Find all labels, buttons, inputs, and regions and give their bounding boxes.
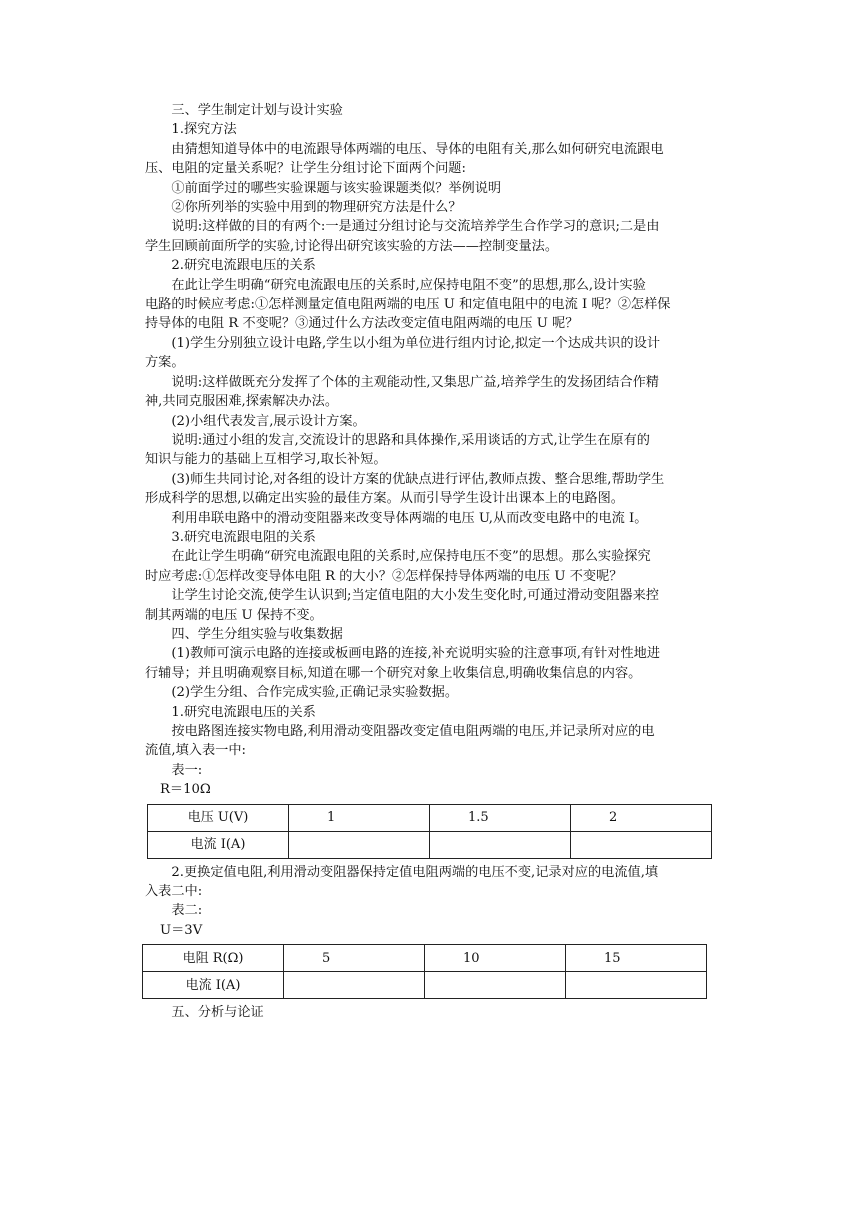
table-cell [289, 831, 430, 858]
table-header-cell: 电流 I(A) [148, 831, 289, 858]
table-cell: 2 [571, 804, 712, 831]
subheading: 1.研究电流跟电压的关系 [171, 704, 316, 720]
paragraph-line: (1)教师可演示电路的连接或板画电路的连接,补充说明实验的注意事项,有针对性地进 [171, 646, 661, 662]
table-cell: 15 [566, 945, 707, 972]
paragraph-line: 制其两端的电压 U 保持不变。 [145, 607, 323, 623]
paragraph-line: 持导体的电阻 R 不变呢？③通过什么方法改变定值电阻两端的电压 U 呢？ [145, 316, 579, 332]
table-cell: 10 [425, 945, 566, 972]
paragraph-line: 在此让学生明确“研究电流跟电阻的关系时,应保持电压不变”的思想。那么实验探究 [171, 549, 651, 565]
table-caption: 表二: [171, 903, 203, 919]
table-condition: U＝3V [160, 922, 203, 938]
table-header-cell: 电阻 R(Ω) [143, 945, 284, 972]
paragraph-line: (1)学生分别独立设计电路,学生以小组为单位进行组内讨论,拟定一个达成共识的设计 [171, 335, 661, 351]
paragraph-line: 流值,填入表一中: [145, 743, 246, 759]
note-line: 神,共同克服困难,探索解决办法。 [145, 394, 339, 410]
note-line: 说明:通过小组的发言,交流设计的思路和具体操作,采用谈话的方式,让学生在原有的 [171, 432, 650, 448]
document-body [145, 101, 715, 1023]
paragraph-line: (3)师生共同讨论,对各组的设计方案的优缺点进行评估,教师点拨、整合思维,帮助学生 [171, 471, 665, 487]
table-condition: R＝10Ω [160, 782, 211, 798]
table-cell [430, 831, 571, 858]
paragraph-line: 时应考虑:①怎样改变导体电阻 R 的大小？②怎样保持导体两端的电压 U 不变呢？ [145, 568, 623, 584]
paragraph-line: 形成科学的思想,以确定出实验的最佳方案。从而引导学生设计出课本上的电路图。 [145, 491, 624, 507]
table-resistance-current [142, 944, 707, 999]
paragraph-line: (2)小组代表发言,展示设计方案。 [171, 413, 366, 429]
table-row [143, 945, 707, 972]
table-cell [566, 972, 707, 999]
table-cell [425, 972, 566, 999]
question-item: ①前面学过的哪些实验课题与该实验课题类似？举例说明 [171, 180, 502, 196]
section-heading: 四、学生分组实验与收集数据 [171, 626, 343, 642]
table-cell [284, 972, 425, 999]
paragraph-line: 电路的时候应考虑:①怎样测量定值电阻两端的电压 U 和定值电阻中的电流 I 呢？②怎样保 [145, 297, 671, 313]
paragraph-line: 压、电阻的定量关系呢？让学生分组讨论下面两个问题: [145, 161, 466, 177]
table-header-cell: 电流 I(A) [143, 972, 284, 999]
paragraph-line: 按电路图连接实物电路,利用滑动变阻器改变定值电阻两端的电压,并记录所对应的电 [171, 724, 655, 739]
table-row [143, 972, 707, 999]
table-cell: 5 [284, 945, 425, 972]
paragraph-line: 方案。 [145, 355, 185, 371]
table-cell [571, 831, 712, 858]
question-item: ②你所列举的实验中用到的物理研究方法是什么？ [171, 200, 462, 216]
table-cell: 1 [289, 804, 430, 831]
table-caption: 表一: [171, 762, 203, 778]
subheading: 3.研究电流跟电阻的关系 [171, 529, 316, 545]
table-cell: 1.5 [430, 804, 571, 831]
note-line: 知识与能力的基础上互相学习,取长补短。 [145, 452, 387, 468]
table-row [148, 804, 712, 831]
note-line: 说明:这样做的目的有两个:一是通过分组讨论与交流培养学生合作学习的意识;二是由 [171, 219, 660, 235]
note-line: 说明:这样做既充分发挥了个体的主观能动性,又集思广益,培养学生的发扬团结合作精 [171, 374, 659, 390]
note-line: 学生回顾前面所学的实验,讨论得出研究该实验的方法——控制变量法。 [145, 238, 559, 254]
paragraph-line: 由猜想知道导体中的电流跟导体两端的电压、导体的电阻有关,那么如何研究电流跟电 [171, 141, 664, 157]
section-heading: 三、学生制定计划与设计实验 [171, 103, 343, 118]
paragraph-line: 在此让学生明确“研究电流跟电压的关系时,应保持电阻不变”的思想,那么,设计实验 [171, 277, 646, 293]
paragraph-line: 行辅导；并且明确观察目标,知道在哪一个研究对象上收集信息,明确收集信息的内容。 [145, 665, 642, 681]
subheading: 2.研究电流跟电压的关系 [171, 258, 316, 274]
section-heading: 五、分析与论证 [171, 1005, 264, 1021]
table-row [148, 831, 712, 858]
table-header-cell: 电压 U(V) [148, 804, 289, 831]
paragraph-line: (2)学生分组、合作完成实验,正确记录实验数据。 [171, 685, 459, 701]
paragraph-line: 让学生讨论交流,使学生认识到;当定值电阻的大小发生变化时,可通过滑动变阻器来控 [171, 588, 659, 604]
paragraph-line: 2.更换定值电阻,利用滑动变阻器保持定值电阻两端的电压不变,记录对应的电流值,填 [171, 864, 659, 880]
paragraph-line: 入表二中: [145, 884, 203, 900]
table-voltage-current [147, 804, 712, 859]
paragraph-line: 利用串联电路中的滑动变阻器来改变导体两端的电压 U,从而改变电路中的电流 I。 [171, 510, 648, 526]
subheading: 1.探究方法 [171, 122, 237, 138]
